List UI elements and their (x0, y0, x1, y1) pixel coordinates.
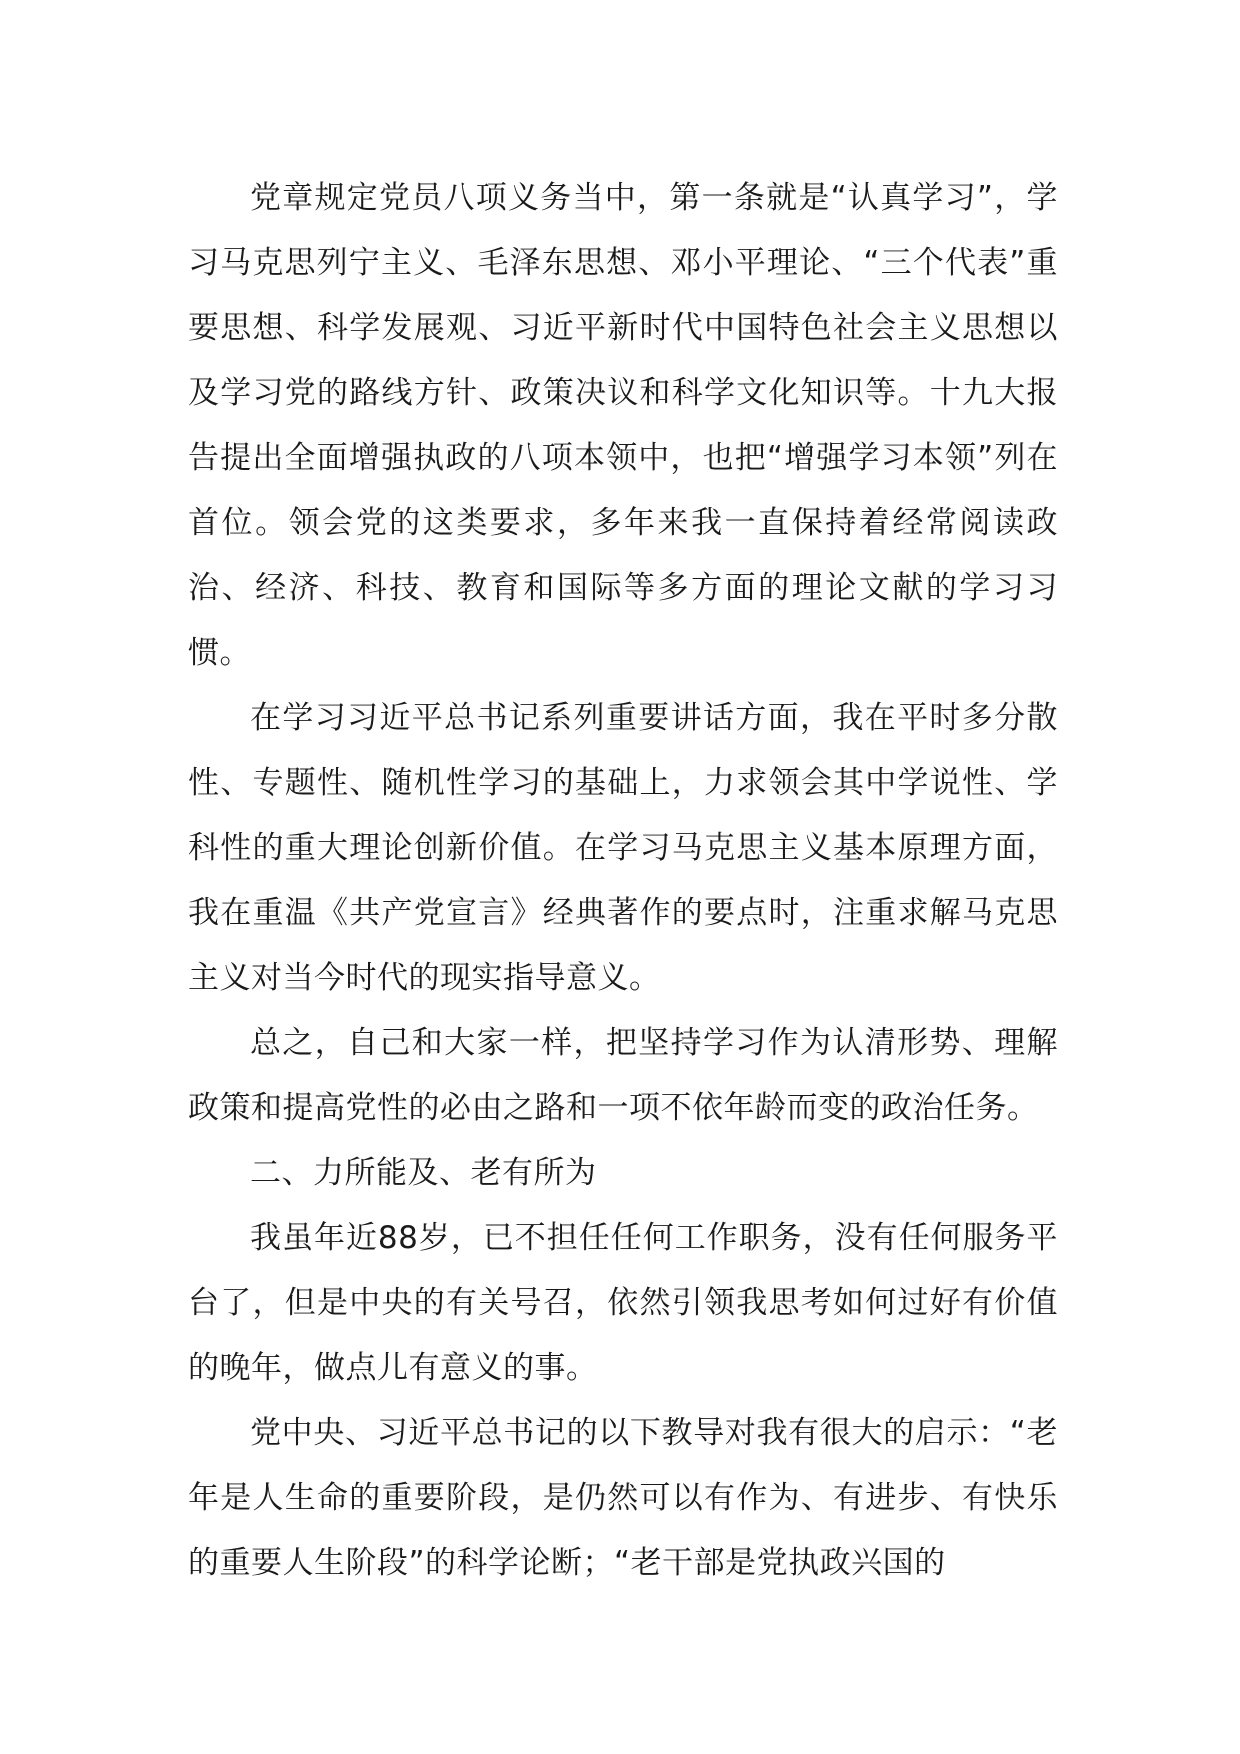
section-heading: 二、力所能及、老有所为 (250, 1155, 597, 1191)
paragraph-summary: 总之，自己和大家一样，把坚持学习作为认清形势、理解政策和提高党性的必由之路和一项不依年龄而变的政治任务。 (188, 1025, 1058, 1126)
paragraph-study-speeches: 在学习习近平总书记系列重要讲话方面，我在平时多分散性、专题性、随机性学习的基础上，力求领会其中学说性、学科性的重大理论创新价值。在学习马克思主义基本原理方面，我在重温《共产党宣言》经典著作的要点时，注重求解马克思主义对当今时代的现实指导意义。 (188, 700, 1058, 996)
paragraph-age: 我虽年近88岁，已不担任任何工作职务，没有任何服务平台了，但是中央的有关号召，依然引领我思考如何过好有价值的晚年，做点儿有意义的事。 (188, 1220, 1058, 1386)
paragraph-teachings: 党中央、习近平总书记的以下教导对我有很大的启示：“老年是人生命的重要阶段，是仍然可以有作为、有进步、有快乐的重要人生阶段”的科学论断；“老干部是党执政兴国的 (188, 1415, 1058, 1581)
paragraph-study-duty: 党章规定党员八项义务当中，第一条就是“认真学习”，学习马克思列宁主义、毛泽东思想、邓小平理论、“三个代表”重要思想、科学发展观、习近平新时代中国特色社会主义思想以及学习党的路线方针、政策决议和科学文化知识等。十九大报告提出全面增强执政的八项本领中，也把“增强学习本领”列在首位。领会党的这类要求，多年来我一直保持着经常阅读政治、经济、科技、教育和国际等多方面的理论文献的学习习惯。 (188, 180, 1058, 671)
document-body (188, 166, 1058, 1596)
